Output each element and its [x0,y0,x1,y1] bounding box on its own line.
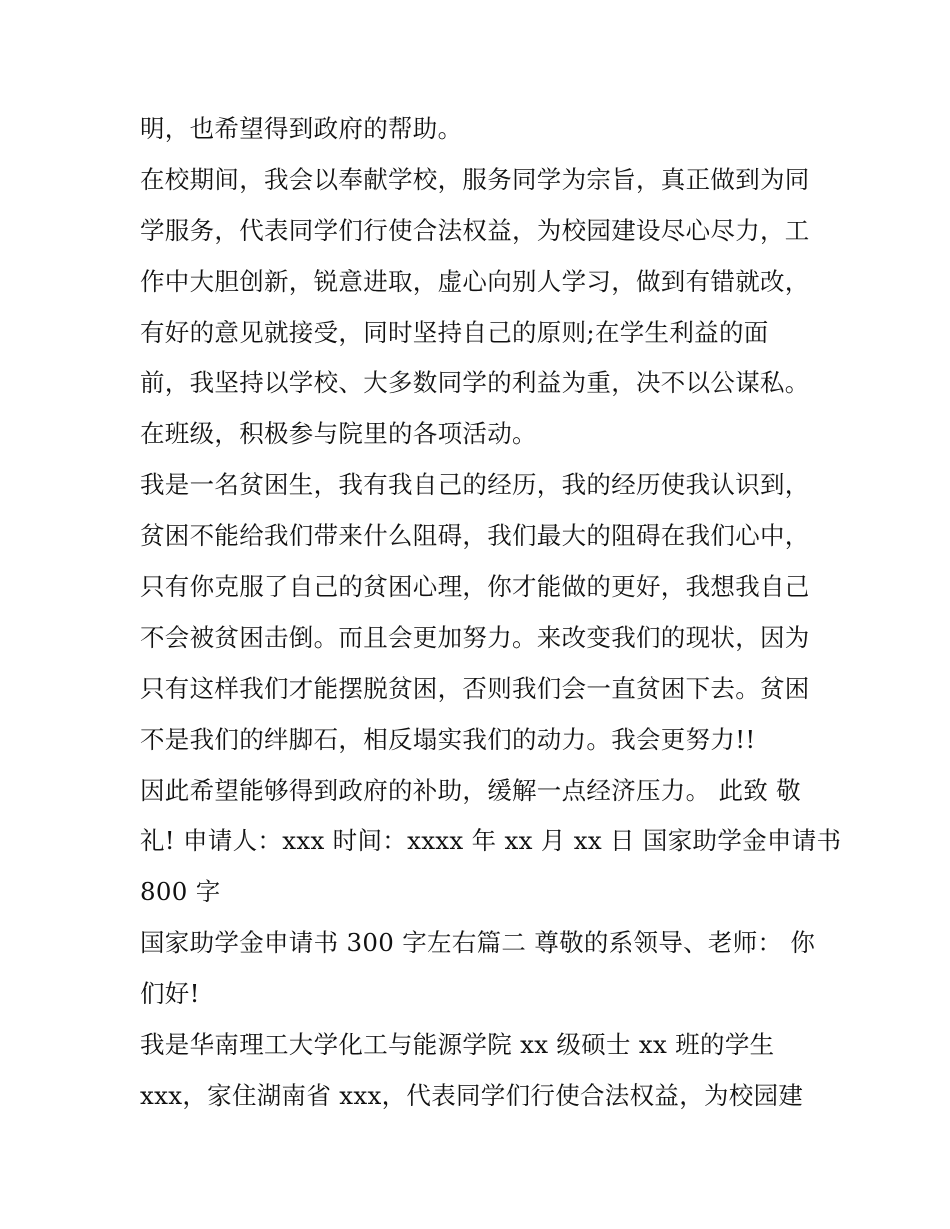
text-line-6: 前，我坚持以学校、大多数同学的利益为重，决不以公谋私。 [140,368,810,398]
text-line-3: 学服务，代表同学们行使合法权益，为校园建设尽心尽力，工 [140,215,810,245]
text-line-19: 我是华南理工大学化工与能源学院 xx 级硕士 xx 班的学生 [140,1030,775,1060]
document-body [140,104,842,1122]
text-line-2: 在校期间，我会以奉献学校，服务同学为宗旨，真正做到为同 [140,164,810,194]
text-line-8: 我是一名贫困生，我有我自己的经历，我的经历使我认识到， [140,470,810,500]
text-line-16: 800 字 [140,877,221,907]
text-line-12: 只有这样我们才能摆脱贫困，否则我们会一直贫困下去。贫困 [140,673,810,703]
text-line-10: 只有你克服了自己的贫困心理，你才能做的更好，我想我自己 [140,572,810,602]
text-line-5: 有好的意见就接受，同时坚持自己的原则;在学生利益的面 [140,317,769,347]
text-line-4: 作中大胆创新，锐意进取，虚心向别人学习，做到有错就改， [140,266,810,296]
text-line-20: xxx，家住湖南省 xxx，代表同学们行使合法权益，为校园建 [140,1080,804,1110]
text-line-13: 不是我们的绊脚石，相反塌实我们的动力。我会更努力!! [140,724,756,754]
text-line-15: 礼! 申请人：xxx 时间：xxxx 年 xx 月 xx 日 国家助学金申请书 [140,826,842,856]
text-line-7: 在班级，积极参与院里的各项活动。 [140,419,537,449]
text-line-1: 明，也希望得到政府的帮助。 [140,114,463,143]
text-line-9: 贫困不能给我们带来什么阻碍，我们最大的阻碍在我们心中， [140,521,810,551]
text-line-17: 国家助学金申请书 300 字左右篇二 尊敬的系领导、老师： 你 [140,928,816,958]
text-line-14: 因此希望能够得到政府的补助，缓解一点经济压力。 此致 敬 [140,775,801,805]
text-line-11: 不会被贫困击倒。而且会更加努力。来改变我们的现状，因为 [140,622,810,652]
text-line-18: 们好! [140,979,200,1009]
